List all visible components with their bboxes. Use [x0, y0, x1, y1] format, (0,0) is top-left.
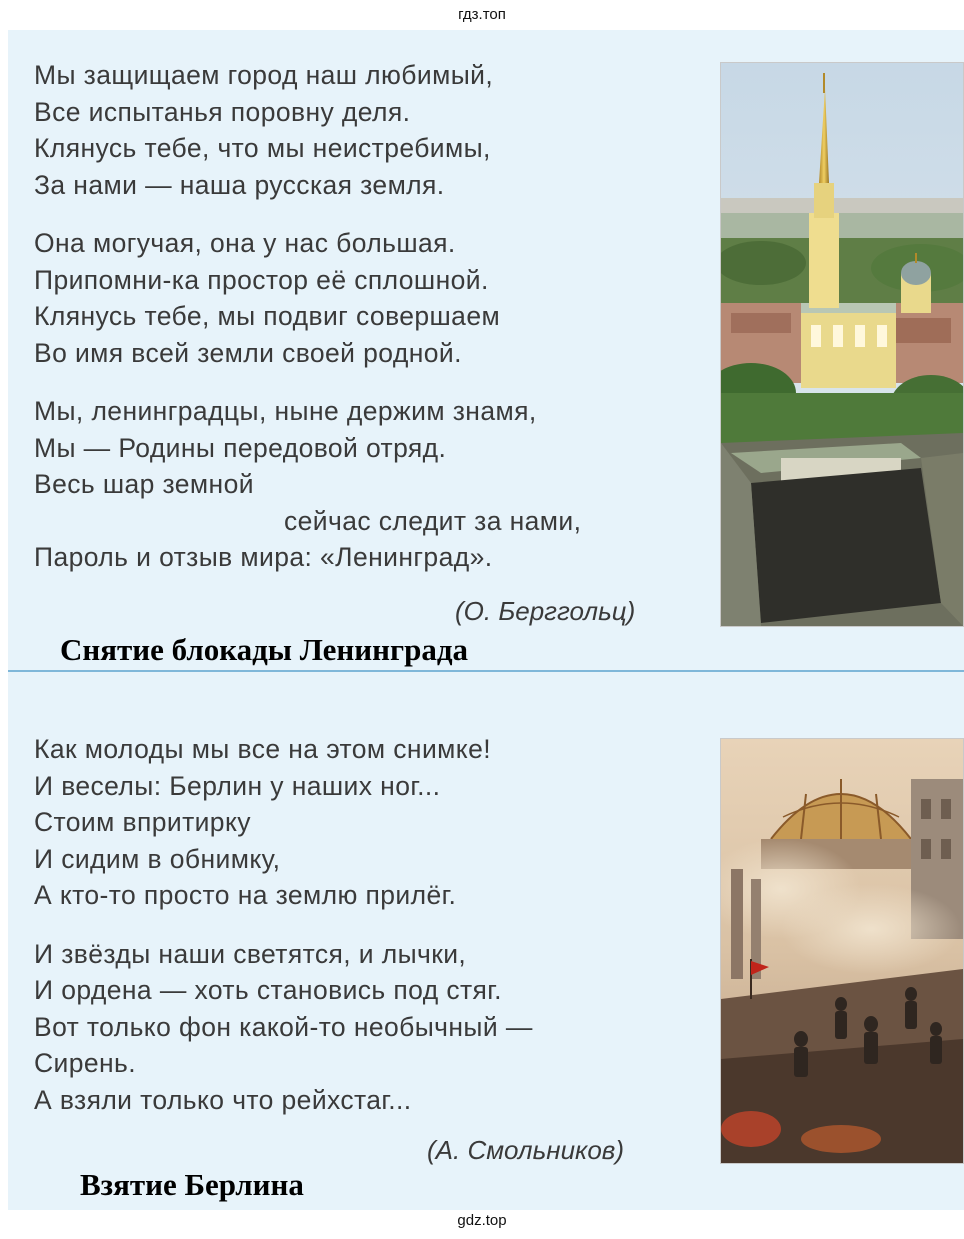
caption-leningrad: Снятие блокады Ленинграда — [60, 632, 468, 667]
poem-author: (О. Берггольц) — [455, 596, 636, 626]
poem-line: Она могучая, она у нас большая. — [34, 228, 456, 258]
watermark-top: гдз.топ — [458, 6, 506, 23]
poem-line: Мы защищаем город наш любимый, — [34, 60, 494, 90]
poem-line: За нами — наша русская земля. — [34, 169, 445, 200]
poem-line: И сидим в обнимку, — [34, 843, 281, 874]
poem-line: А взяли только что рейхстаг... — [34, 1084, 412, 1115]
poem-line: Вот только фон какой-то необычный — — [34, 1011, 533, 1042]
poem-line: Клянусь тебе, что мы неистребимы, — [34, 133, 491, 163]
poem-line: Стоим впритирку — [34, 807, 251, 837]
fortress-photo-image — [721, 63, 963, 626]
poem-line: Клянусь тебе, мы подвиг совершаем — [34, 301, 501, 331]
poem-line: Во имя всей земли своей родной. — [34, 337, 462, 368]
reichstag-painting — [720, 738, 964, 1164]
poem-line: сейчас следит за нами, — [284, 505, 582, 536]
reichstag-painting-image — [721, 739, 963, 1163]
caption-berlin: Взятие Берлина — [80, 1167, 304, 1202]
poem-line: Все испытанья поровну деля. — [34, 96, 411, 127]
poem-line: Как молоды мы все на этом снимке! — [34, 734, 491, 764]
poem-line: Припомни-ка простор её сплошной. — [34, 264, 489, 295]
poem-line: Пароль и отзыв мира: «Ленинград». — [34, 542, 493, 572]
poem-line: И ордена — хоть становись под стяг. — [34, 975, 502, 1005]
poem-line: И звёзды наши светятся, и лычки, — [34, 938, 467, 969]
poem-line: Мы — Родины передовой отряд. — [34, 432, 447, 463]
poem-smolnikov — [34, 731, 533, 1118]
poem-line: Сирень. — [34, 1048, 137, 1078]
poem-line: И веселы: Берлин у наших ног... — [34, 770, 441, 801]
watermark-bottom: gdz.top — [457, 1212, 507, 1229]
poem-line: Мы, ленинградцы, ныне держим знамя, — [34, 396, 537, 426]
poem-berggolts — [34, 57, 581, 576]
poem-line: Весь шар земной — [34, 469, 254, 499]
poem-author: (А. Смольников) — [427, 1135, 625, 1165]
fortress-photo — [720, 62, 964, 627]
section-divider — [8, 670, 964, 672]
poem-line: А кто-то просто на землю прилёг. — [34, 880, 457, 910]
